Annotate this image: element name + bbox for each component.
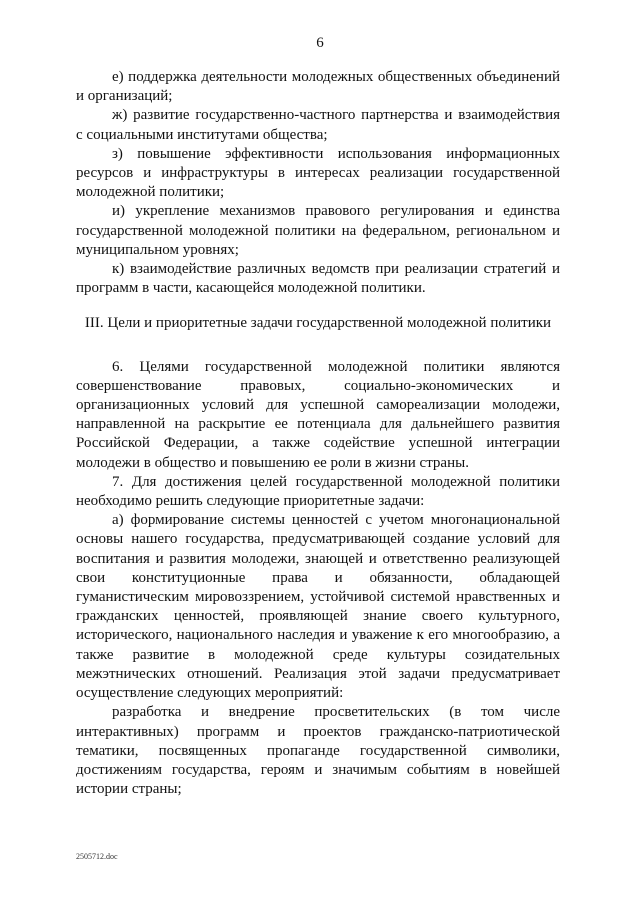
- subitem-a: а) формирование системы ценностей с учетом многонациональной основы нашего государства, предусматривающей создание условий для воспитания и развития молодежи, знающей и ответственно реализующей свои конституционные права и обязанности, обладающей гуманистическим мировоззрением, устойчивой системой нравственных и гражданских ценностей, проявляющей знание своего культурного, исторического, национального наследия и уважение к его многообразию, а также развитие в молодежной среде культуры созидательных межэтнических отношений. Реализация этой задачи предусматривает осуществление следующих мероприятий:: [76, 512, 560, 702]
- document-body: [76, 68, 560, 799]
- list-item-e: е) поддержка деятельности молодежных общественных объединений и организаций;: [76, 69, 560, 105]
- page-number: 6: [316, 35, 324, 51]
- paragraph-6: 6. Целями государственной молодежной политики являются совершенствование правовых, социально-экономических и организационных условий для успешной самореализации молодежи, направленной на раскрытие ее потенциала для дальнейшего развития Российской Федерации, а также содействие успешной интеграции молодежи в общество и повышению ее роли в жизни страны.: [76, 358, 560, 471]
- list-item-k: к) взаимодействие различных ведомств при реализации стратегий и программ в части, касающейся молодежной политики.: [76, 261, 560, 297]
- list-item-zh: ж) развитие государственно-частного партнерства и взаимодействия с социальными институтами общества;: [76, 107, 560, 143]
- file-name-footer: 2505712.doc: [76, 852, 118, 861]
- list-item-z: з) повышение эффективности использования информационных ресурсов и инфраструктуры в интересах реализации государственной молодежной политики;: [76, 145, 560, 201]
- measure-paragraph: разработка и внедрение просветительских (в том числе интерактивных) программ и проектов гражданско-патриотической тематики, посвященных пропаганде государственной символики, достижениям государства, героям и значимым событиям в новейшей истории страны;: [76, 704, 560, 798]
- section-heading: III. Цели и приоритетные задачи государственной молодежной политики: [84, 315, 552, 332]
- paragraph-7: 7. Для достижения целей государственной молодежной политики необходимо решить следующие приоритетные задачи:: [76, 473, 560, 510]
- list-item-i: и) укрепление механизмов правового регулирования и единства государственной молодежной политики на федеральном, региональном и муниципальном уровнях;: [76, 203, 560, 258]
